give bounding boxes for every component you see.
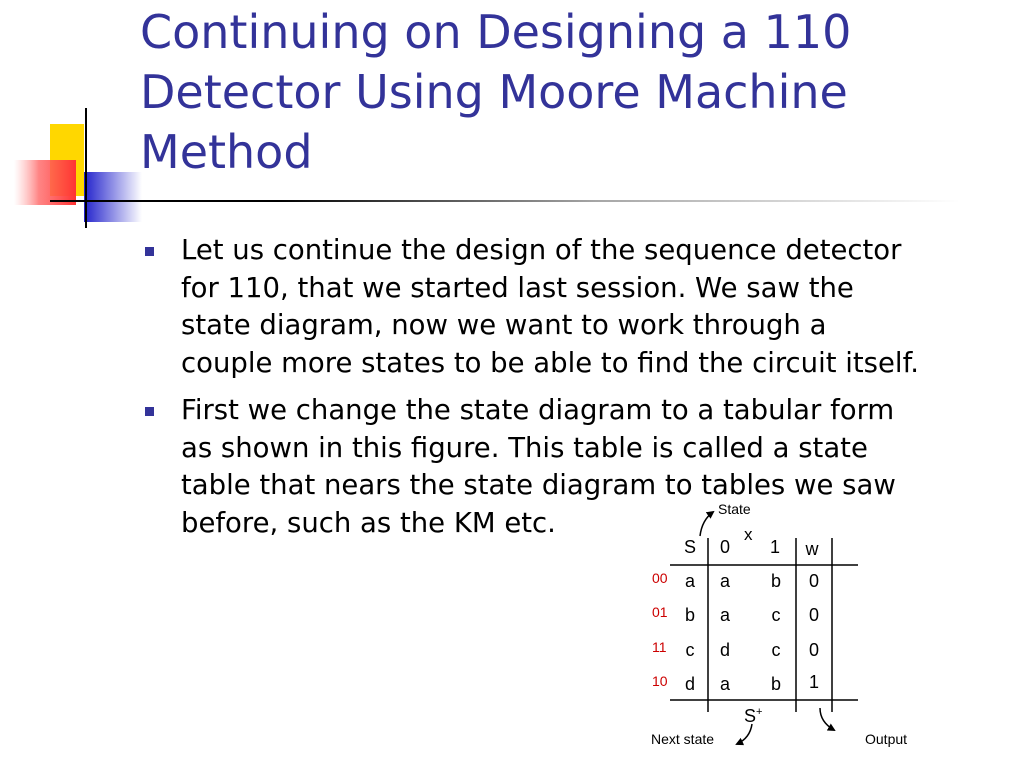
cell-x1: b xyxy=(770,571,782,591)
state-code: 11 xyxy=(652,639,667,655)
state-annotation: State xyxy=(718,501,751,517)
cell-state: b xyxy=(684,605,696,625)
cell-state: c xyxy=(685,640,695,660)
bullet-line: before, such as the KM etc. xyxy=(181,506,556,539)
bullet-line: couple more states to be able to find the circuit itself. xyxy=(181,346,919,379)
state-code: 10 xyxy=(652,673,668,689)
cell-state: a xyxy=(684,571,696,591)
state-code: 00 xyxy=(652,570,668,586)
table-row xyxy=(652,570,819,591)
bullet-line: for 110, that we started last session. We saw the xyxy=(181,271,854,304)
title-line: Detector Using Moore Machine xyxy=(140,65,848,119)
bullet-line: as shown in this figure. This table is called a state xyxy=(181,431,868,464)
header-x1: 1 xyxy=(769,537,781,557)
bullet-line: Let us continue the design of the sequence detector xyxy=(181,234,902,266)
next-state-symbol: S+ xyxy=(744,706,763,726)
output-annotation: Output xyxy=(865,731,908,747)
header-output: w xyxy=(805,539,819,559)
table-row xyxy=(652,604,819,625)
bullet-line: table that nears the state diagram to tables we saw xyxy=(181,469,896,501)
bullet-line: First we change the state diagram to a tabular form xyxy=(181,394,895,426)
next-state-pointer-arrow xyxy=(737,724,752,744)
bullet-line: state diagram, now we want to work through a xyxy=(181,309,827,341)
cell-x0: a xyxy=(719,674,731,694)
table-row xyxy=(652,672,819,694)
cell-x0: d xyxy=(719,640,731,660)
cell-x1: c xyxy=(771,640,781,660)
cell-x0: a xyxy=(719,571,731,591)
header-state: S xyxy=(683,537,697,557)
cell-output: 0 xyxy=(808,571,820,591)
cell-x1: b xyxy=(770,674,782,694)
table-row xyxy=(652,639,819,660)
header-x0: 0 xyxy=(719,537,731,557)
cell-x1: c xyxy=(771,605,781,625)
title-line: Continuing on Designing a 110 xyxy=(140,5,852,59)
cell-state: d xyxy=(684,674,696,694)
cell-output: 1 xyxy=(808,672,820,692)
cell-output: 0 xyxy=(808,640,820,660)
state-pointer-arrow xyxy=(700,512,713,536)
state-code: 01 xyxy=(652,604,668,620)
title-line: Method xyxy=(140,125,313,179)
cell-x0: a xyxy=(719,605,731,625)
cell-output: 0 xyxy=(808,605,820,625)
input-label: x xyxy=(744,525,753,544)
next-state-annotation: Next state xyxy=(651,731,715,747)
